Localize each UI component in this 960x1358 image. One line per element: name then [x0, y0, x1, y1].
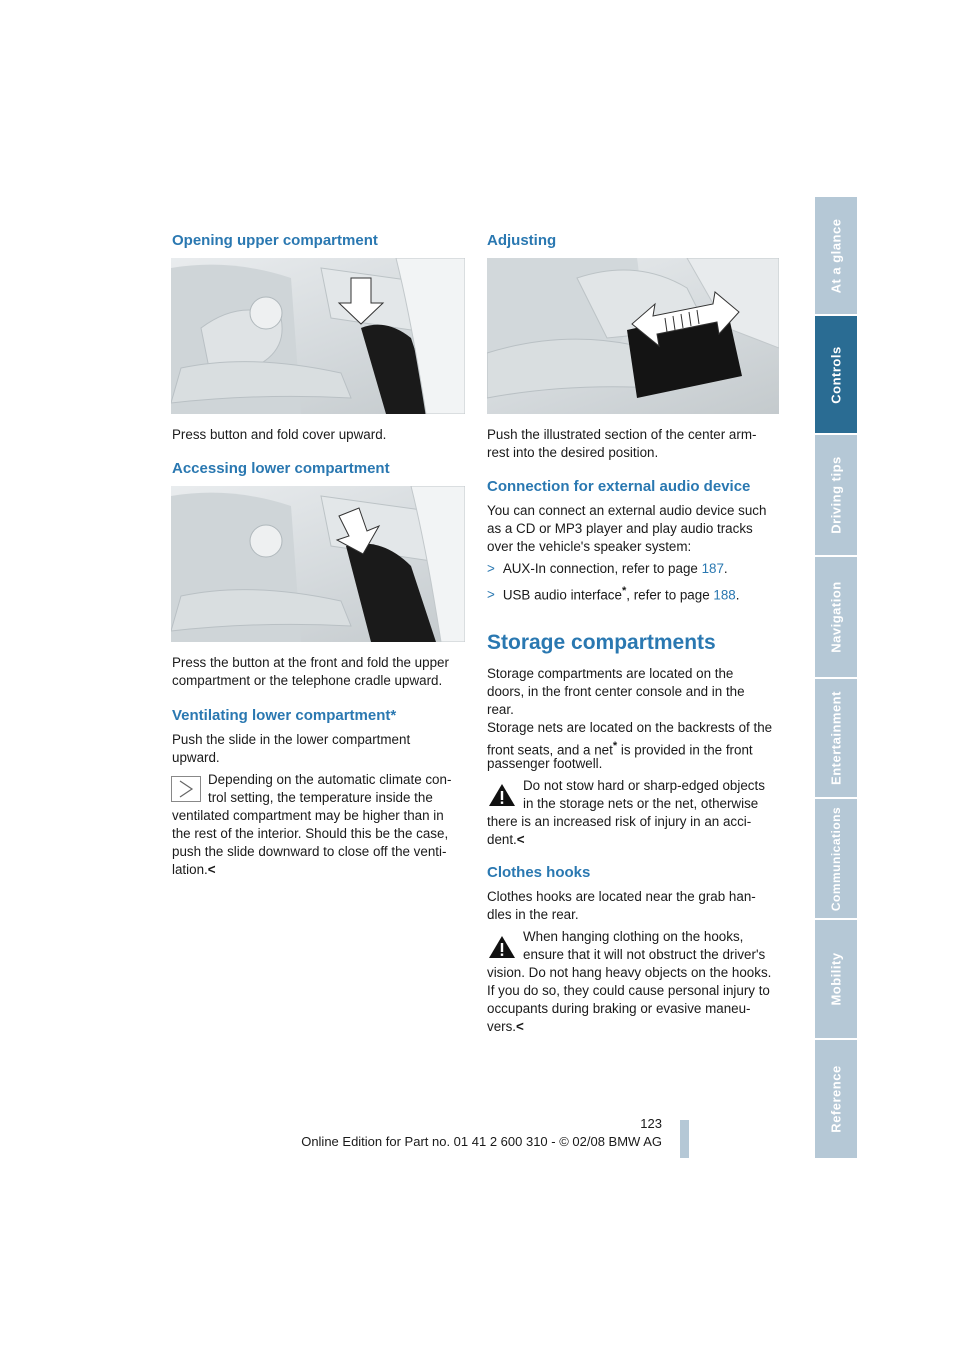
warning-hooks-6: vers.<: [487, 1019, 524, 1034]
heading-ventilating-lower-compartment: Ventilating lower compartment*: [172, 707, 397, 724]
text-storage-6: passenger footwell.: [487, 756, 603, 771]
heading-external-audio: Connection for external audio device: [487, 478, 751, 495]
warning-hooks-4: If you do so, they could cause personal injury to: [487, 983, 770, 998]
tab-entertainment[interactable]: Entertainment: [815, 679, 857, 799]
link-page-188[interactable]: 188: [713, 587, 736, 603]
warning-icon: [487, 934, 517, 960]
page-number: 123: [640, 1116, 662, 1131]
text-storage-5: front seats, and a net* is provided in the front: [487, 740, 753, 758]
warning-storage-3: there is an increased risk of injury in an acci-: [487, 814, 752, 829]
edition-line: Online Edition for Part no. 01 41 2 600 310 - © 02/08 BMW AG: [301, 1134, 662, 1149]
list-item-usb-audio: > USB audio interface*, refer to page 188.: [487, 585, 740, 603]
text-adjusting-2: rest into the desired position.: [487, 445, 659, 460]
heading-accessing-lower-compartment: Accessing lower compartment: [172, 460, 390, 477]
text-vent-1: Push the slide in the lower compartment: [172, 732, 411, 747]
text-hooks-1: Clothes hooks are located near the grab han-: [487, 889, 756, 904]
note-vent-3: ventilated compartment may be higher than in: [172, 808, 444, 823]
warning-icon: [487, 782, 517, 808]
text-storage-2: doors, in the front center console and in the: [487, 684, 745, 699]
tab-navigation[interactable]: Navigation: [815, 557, 857, 679]
warning-storage-4: dent.<: [487, 832, 525, 847]
tab-driving-tips[interactable]: Driving tips: [815, 435, 857, 557]
chapter-tabs: [815, 197, 857, 1160]
armrest-illustration: [171, 258, 465, 414]
warning-storage-1: Do not stow hard or sharp-edged objects: [523, 778, 765, 793]
tab-mobility[interactable]: Mobility: [815, 920, 857, 1040]
text-audio-2: as a CD or MP3 player and play audio tracks: [487, 521, 753, 536]
text-storage-3: rear.: [487, 702, 514, 717]
text-audio-3: over the vehicle's speaker system:: [487, 539, 692, 554]
text-adjusting-1: Push the illustrated section of the center arm-: [487, 427, 757, 442]
warning-hooks-1: When hanging clothing on the hooks,: [523, 929, 744, 944]
note-vent-1: Depending on the automatic climate con-: [208, 772, 452, 787]
photo-adjusting-armrest: [487, 258, 779, 414]
note-arrow-icon: [171, 776, 201, 802]
photo-lower-compartment: [171, 486, 465, 642]
tab-at-a-glance[interactable]: At a glance: [815, 197, 857, 316]
text-hooks-2: dles in the rear.: [487, 907, 579, 922]
note-vent-6: lation.<: [172, 862, 216, 877]
text-lower-1: Press the button at the front and fold the upper: [172, 655, 449, 670]
note-vent-5: push the slide downward to close off the venti-: [172, 844, 447, 859]
heading-opening-upper-compartment: Opening upper compartment: [172, 232, 378, 249]
note-vent-4: the rest of the interior. Should this be the case,: [172, 826, 449, 841]
note-vent-2: trol setting, the temperature inside the: [208, 790, 433, 805]
lower-compartment-illustration: [171, 486, 465, 642]
heading-clothes-hooks: Clothes hooks: [487, 864, 591, 881]
text-storage-4: Storage nets are located on the backrests of the: [487, 720, 773, 735]
text-vent-2: upward.: [172, 750, 220, 765]
warning-storage-2: in the storage nets or the net, otherwise: [523, 796, 759, 811]
warning-hooks-3: vision. Do not hang heavy objects on the hooks.: [487, 965, 772, 980]
text-lower-2: compartment or the telephone cradle upward.: [172, 673, 443, 688]
text-press-button-fold: Press button and fold cover upward.: [172, 427, 387, 442]
adjusting-illustration: [487, 258, 779, 414]
heading-adjusting: Adjusting: [487, 232, 557, 249]
text-storage-1: Storage compartments are located on the: [487, 666, 734, 681]
warning-hooks-5: occupants during braking or evasive maneu-: [487, 1001, 751, 1016]
text-audio-1: You can connect an external audio device such: [487, 503, 767, 518]
heading-storage-compartments: Storage compartments: [487, 631, 716, 654]
tab-controls[interactable]: Controls: [815, 316, 857, 435]
link-page-187[interactable]: 187: [701, 561, 724, 576]
tab-communications[interactable]: Communications: [815, 799, 857, 920]
tab-reference[interactable]: Reference: [815, 1040, 857, 1160]
footer-marker: [680, 1120, 689, 1158]
list-item-aux-in: > AUX-In connection, refer to page 187.: [487, 561, 728, 576]
warning-hooks-2: ensure that it will not obstruct the driver's: [523, 947, 766, 962]
photo-upper-compartment: [171, 258, 465, 414]
